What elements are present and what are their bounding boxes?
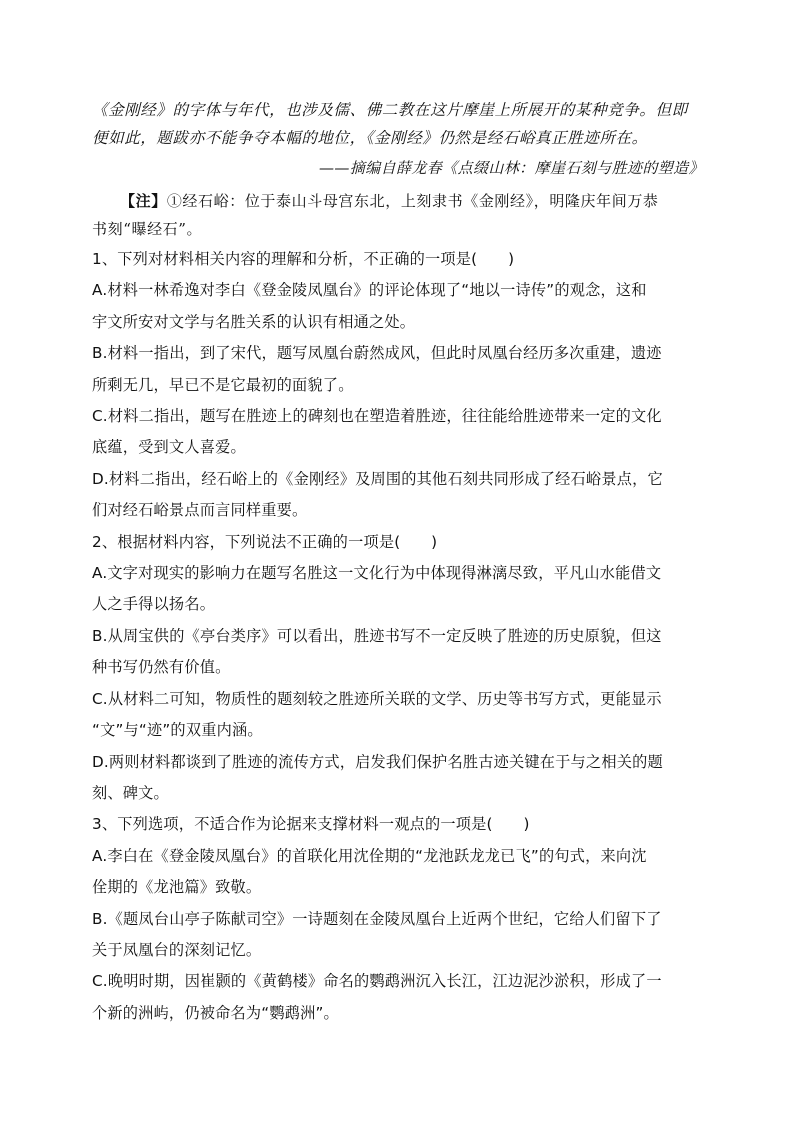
question-option: A.材料一林希逸对李白《登金陵凤凰台》的评论体现了“地以一诗传”的观念，这和 宇文所安对文学与名胜关系的认识有相通之处。	[92, 281, 647, 331]
question-list	[92, 244, 704, 1029]
footnote	[92, 187, 704, 243]
question-option: B.材料一指出，到了宋代，题写凤凰台蔚然成风，但此时凤凰台经历多次重建，遗迹 所剩无几，早已不是它最初的面貌了。	[92, 344, 662, 394]
footnote-line: 【注】①经石峪：位于泰山斗母宫东北，上刻隶书《金刚经》，明隆庆年间万恭	[120, 192, 659, 210]
question-option: D.两则材料都谈到了胜迹的流传方式，启发我们保护名胜古迹关键在于与之相关的题 刻、碑文。	[92, 752, 663, 802]
passage-source: ——摘编自薛龙春《点缀山林：摩崖石刻与胜迹的塑造》	[318, 159, 704, 177]
question-option: C.从材料二可知，物质性的题刻较之胜迹所关联的文学、历史等书写方式，更能显示 “文”与“迹”的双重内涵。	[92, 689, 662, 740]
question-option: C.晚明时期，因崔颢的《黄鹤楼》命名的鹦鹉洲沉入长江，江边泥沙淤积，形成了一 个新的洲屿，仍被命名为“鹦鹉洲”。	[92, 972, 662, 1022]
question-stem: 2、根据材料内容，下列说法不正确的一项是( )	[92, 532, 438, 551]
passage-line: 《金刚经》的字体与年代，也涉及儒、佛二教在这片摩崖上所展开的某种竞争。但即	[92, 101, 688, 119]
footnote-tag: 【注】	[120, 192, 167, 210]
passage-line: 便如此，题跋亦不能争夺本幅的地位，《金刚经》仍然是经石峪真正胜迹所在。	[92, 129, 648, 147]
question-option: A.文字对现实的影响力在题写名胜这一文化行为中体现得淋漓尽致，平凡山水能借文 人之手得以扬名。	[92, 564, 662, 614]
question-option: C.材料二指出，题写在胜迹上的碑刻也在塑造着胜迹，往往能给胜迹带来一定的文化 底蕴，受到文人喜爱。	[92, 407, 662, 457]
question-stem: 3、下列选项，不适合作为论据来支撑材料一观点的一项是( )	[92, 815, 530, 834]
passage-excerpt	[92, 96, 704, 152]
question-option: B.《题凤台山亭子陈献司空》一诗题刻在金陵凤凰台上近两个世纪，它给人们留下了 关于凤凰台的深刻记忆。	[92, 909, 662, 959]
question-option: B.从周宝供的《亭台类序》可以看出，胜迹书写不一定反映了胜迹的历史原貌，但这 种书写仍然有价值。	[92, 626, 662, 677]
footnote-line: 书刻“曝经石”。	[92, 220, 203, 238]
question-stem: 1、下列对材料相关内容的理解和分析，不正确的一项是( )	[92, 250, 515, 268]
question-option: D.材料二指出，经石峪上的《金刚经》及周围的其他石刻共同形成了经石峪景点，它 们对经石峪景点而言同样重要。	[92, 469, 663, 520]
question-option: A.李白在《登金陵凤凰台》的首联化用沈佺期的“龙池跃龙龙已飞”的句式，来向沈 佺期的《龙池篇》致敬。	[92, 846, 647, 897]
